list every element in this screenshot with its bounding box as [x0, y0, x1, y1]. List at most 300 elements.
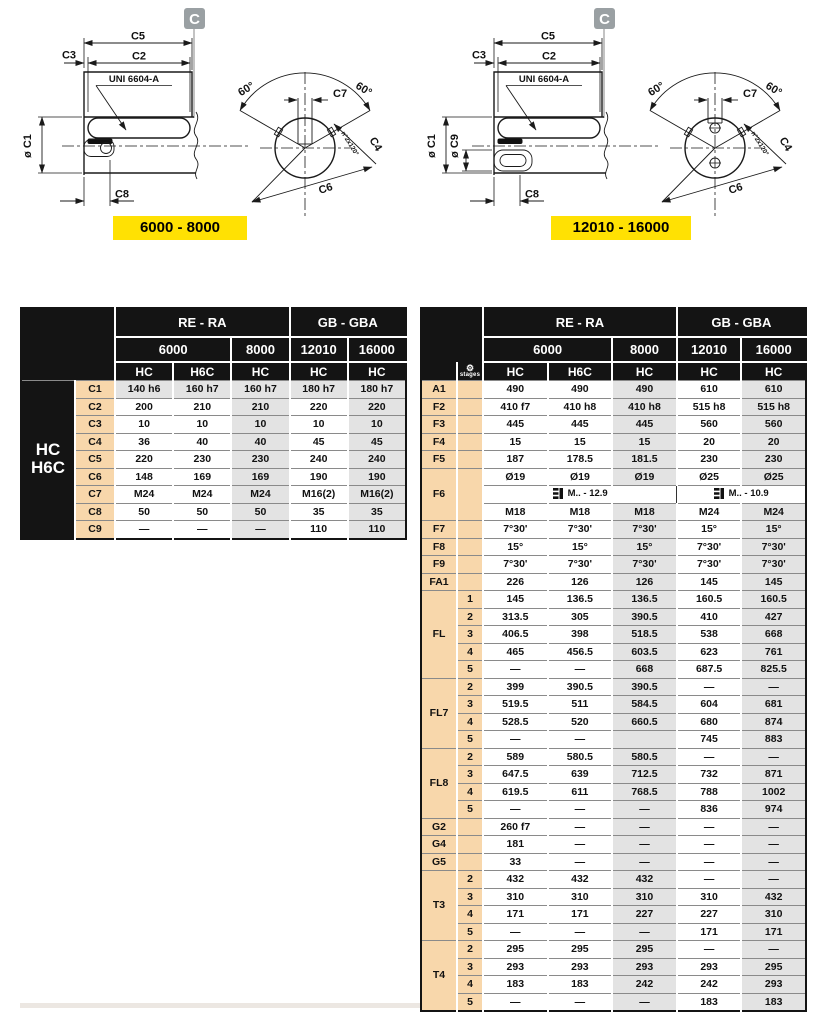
value-cell: —	[612, 836, 677, 854]
value-cell: 183	[548, 976, 613, 994]
stage-cell: 2	[457, 678, 483, 696]
value-cell: 874	[741, 713, 806, 731]
value-cell: 580.5	[548, 748, 613, 766]
value-cell: —	[231, 521, 289, 539]
table-row	[421, 398, 806, 416]
value-cell: 399	[483, 678, 548, 696]
value-cell: 36	[115, 433, 173, 451]
end-view	[236, 72, 384, 218]
value-cell: 560	[677, 416, 742, 434]
dim-c9: ø C9	[449, 134, 461, 158]
value-cell: —	[741, 818, 806, 836]
row-label: T4	[421, 941, 457, 1012]
value-cell: 610	[741, 381, 806, 399]
value-cell: 260 f7	[483, 818, 548, 836]
dim-c1: ø C1	[22, 134, 34, 158]
type-header: HC	[348, 362, 406, 381]
group-header-gb-gba: GB - GBA	[290, 308, 406, 337]
value-cell: M16(2)	[348, 486, 406, 504]
table-row	[421, 748, 806, 766]
dim-c7: C7	[333, 88, 348, 100]
size-header: 16000	[741, 337, 806, 362]
value-cell: 220	[115, 451, 173, 469]
value-cell: M18	[548, 503, 613, 521]
value-cell: 732	[677, 766, 742, 784]
table-header	[421, 308, 806, 381]
dim-c6: C6	[727, 181, 745, 197]
value-cell: —	[677, 853, 742, 871]
stage-cell	[457, 818, 483, 836]
dim-c3: C3	[61, 49, 77, 62]
value-cell: 745	[677, 731, 742, 749]
value-cell: —	[741, 836, 806, 854]
section-badge-letter: C	[599, 11, 610, 28]
stage-cell: 4	[457, 783, 483, 801]
value-cell: 668	[741, 626, 806, 644]
value-cell: 647.5	[483, 766, 548, 784]
angle-60-right: 60°	[353, 79, 374, 99]
value-cell: 883	[741, 731, 806, 749]
value-cell: 187	[483, 451, 548, 469]
table-row	[421, 591, 806, 609]
table-row	[421, 818, 806, 836]
row-label: F2	[421, 398, 457, 416]
value-cell: 45	[290, 433, 348, 451]
uni-standard-label: UNI 6604-A	[518, 74, 570, 85]
dim-c8: C8	[524, 188, 540, 201]
value-cell: —	[548, 661, 613, 679]
size-header: 6000	[483, 337, 612, 362]
table-row	[21, 433, 406, 451]
row-label: C7	[75, 486, 115, 504]
type-header: H6C	[173, 362, 231, 381]
key-section	[498, 139, 523, 145]
break-line	[604, 112, 608, 179]
value-cell: 240	[348, 451, 406, 469]
value-cell: 35	[290, 503, 348, 521]
uni-standard-label: UNI 6604-A	[108, 74, 160, 85]
row-label: C5	[75, 451, 115, 469]
value-cell: —	[548, 731, 613, 749]
bolt-class-text: M.. - 12.9	[567, 488, 608, 499]
value-cell: 230	[231, 451, 289, 469]
value-cell: 871	[741, 766, 806, 784]
keyway-slot	[88, 118, 190, 138]
type-header: H6C	[548, 362, 613, 381]
table-row	[421, 661, 806, 679]
size-header: 8000	[231, 337, 289, 362]
section-badge-letter: C	[189, 11, 200, 28]
value-cell: —	[612, 923, 677, 941]
value-cell: 511	[548, 696, 613, 714]
table-row	[421, 836, 806, 854]
value-cell: —	[548, 818, 613, 836]
value-cell: 169	[173, 468, 231, 486]
value-cell: —	[677, 941, 742, 959]
value-cell: 432	[483, 871, 548, 889]
value-cell: 310	[612, 888, 677, 906]
table-row	[21, 521, 406, 539]
value-cell: 580.5	[612, 748, 677, 766]
table-row	[421, 906, 806, 924]
stage-cell: 1	[457, 591, 483, 609]
page-bottom-edge	[20, 1003, 420, 1008]
table-row	[421, 696, 806, 714]
value-cell: 40	[173, 433, 231, 451]
row-label: T3	[421, 871, 457, 941]
dim-c4: C4	[776, 135, 795, 154]
value-cell: 538	[677, 626, 742, 644]
value-cell: 768.5	[612, 783, 677, 801]
table-row	[421, 416, 806, 434]
dim-c6: C6	[317, 181, 335, 197]
value-cell: 410 f7	[483, 398, 548, 416]
stage-cell	[457, 556, 483, 574]
value-cell: —	[548, 801, 613, 819]
table-row	[421, 643, 806, 661]
value-cell: 15	[548, 433, 613, 451]
value-cell: 310	[483, 888, 548, 906]
value-cell: 15°	[483, 538, 548, 556]
value-cell: 7°30'	[741, 538, 806, 556]
value-cell: 171	[677, 923, 742, 941]
row-label: G4	[421, 836, 457, 854]
row-label: F4	[421, 433, 457, 451]
dimensions-table-main	[420, 307, 807, 1012]
value-cell: 410 h8	[548, 398, 613, 416]
value-cell: 15°	[548, 538, 613, 556]
value-cell: 33	[483, 853, 548, 871]
value-cell: 240	[290, 451, 348, 469]
value-cell: 623	[677, 643, 742, 661]
value-cell: 171	[741, 923, 806, 941]
dim-c5: C5	[540, 30, 556, 43]
value-cell: 183	[483, 976, 548, 994]
row-label: C4	[75, 433, 115, 451]
value-cell: 445	[612, 416, 677, 434]
value-cell: 410 h8	[612, 398, 677, 416]
row-label: C1	[75, 381, 115, 399]
caption-12010-16000: 12010 - 16000	[551, 216, 691, 240]
value-cell: 136.5	[548, 591, 613, 609]
value-cell: —	[677, 871, 742, 889]
stage-cell	[457, 521, 483, 539]
value-cell: —	[677, 836, 742, 854]
value-cell: 160.5	[677, 591, 742, 609]
value-cell: 181.5	[612, 451, 677, 469]
value-cell: 445	[548, 416, 613, 434]
stage-cell: 5	[457, 731, 483, 749]
stage-cell	[457, 433, 483, 451]
group-header-re-ra: RE - RA	[115, 308, 290, 337]
value-cell: —	[741, 853, 806, 871]
table-row	[421, 958, 806, 976]
value-cell: 293	[548, 958, 613, 976]
row-label: FL8	[421, 748, 457, 818]
value-cell: 110	[348, 521, 406, 539]
value-cell: 50	[231, 503, 289, 521]
value-cell: 456.5	[548, 643, 613, 661]
value-cell: 515 h8	[741, 398, 806, 416]
value-cell: 160 h7	[173, 381, 231, 399]
value-cell: 490	[548, 381, 613, 399]
value-cell: 10	[290, 416, 348, 434]
value-cell: 171	[548, 906, 613, 924]
value-cell: 145	[741, 573, 806, 591]
stage-cell: 2	[457, 748, 483, 766]
table-row	[421, 608, 806, 626]
value-cell: 515 h8	[677, 398, 742, 416]
dim-c1: ø C1	[426, 134, 438, 158]
stage-cell: 2	[457, 941, 483, 959]
table-row	[421, 923, 806, 941]
row-label: F6	[421, 468, 457, 521]
stage-cell	[457, 381, 483, 399]
value-cell: —	[548, 836, 613, 854]
value-cell: 200	[115, 398, 173, 416]
value-cell: 7°30'	[483, 556, 548, 574]
value-cell: 227	[612, 906, 677, 924]
row-label: F8	[421, 538, 457, 556]
value-cell: 40	[231, 433, 289, 451]
value-cell: 520	[548, 713, 613, 731]
end-view	[646, 72, 794, 218]
type-header: HC	[741, 362, 806, 381]
value-cell: —	[173, 521, 231, 539]
value-cell: 528.5	[483, 713, 548, 731]
row-label: C6	[75, 468, 115, 486]
value-cell: 180 h7	[290, 381, 348, 399]
stage-cell	[457, 836, 483, 854]
stage-cell	[457, 538, 483, 556]
value-cell: —	[548, 923, 613, 941]
row-label: F5	[421, 451, 457, 469]
value-cell: 406.5	[483, 626, 548, 644]
value-cell: 15°	[741, 521, 806, 539]
value-cell: 604	[677, 696, 742, 714]
value-cell: 825.5	[741, 661, 806, 679]
row-label: C9	[75, 521, 115, 539]
row-label: A1	[421, 381, 457, 399]
table-row	[21, 503, 406, 521]
value-cell: 668	[612, 661, 677, 679]
stage-cell	[457, 853, 483, 871]
table-row	[421, 468, 806, 486]
value-cell: 136.5	[612, 591, 677, 609]
model-block-label: HC H6C	[21, 381, 75, 539]
value-cell: 560	[741, 416, 806, 434]
value-cell: —	[483, 801, 548, 819]
value-cell: 7°30'	[483, 521, 548, 539]
value-cell: 110	[290, 521, 348, 539]
value-cell: 15	[612, 433, 677, 451]
value-cell: 126	[612, 573, 677, 591]
type-header: HC	[677, 362, 742, 381]
value-cell: 660.5	[612, 713, 677, 731]
dim-c2: C2	[131, 50, 147, 63]
stage-cell	[457, 468, 483, 521]
gear-icon: ⚙	[465, 362, 475, 373]
stage-cell	[457, 416, 483, 434]
value-cell: 183	[741, 993, 806, 1011]
row-label: FA1	[421, 573, 457, 591]
table-row	[421, 433, 806, 451]
angle-60-left: 60°	[236, 79, 257, 99]
value-cell: 7°30'	[548, 556, 613, 574]
value-cell: —	[483, 661, 548, 679]
stage-cell: 3	[457, 696, 483, 714]
value-cell: 145	[677, 573, 742, 591]
value-cell: —	[677, 818, 742, 836]
value-cell: 589	[483, 748, 548, 766]
table-row	[421, 556, 806, 574]
value-cell: M24	[173, 486, 231, 504]
bolt-class-cell	[483, 486, 677, 504]
stage-cell: 5	[457, 993, 483, 1011]
stage-cell	[457, 451, 483, 469]
value-cell: 181	[483, 836, 548, 854]
value-cell: 242	[677, 976, 742, 994]
value-cell: 178.5	[548, 451, 613, 469]
size-header: 16000	[348, 337, 406, 362]
stage-cell: 4	[457, 976, 483, 994]
stage-cell: 2	[457, 871, 483, 889]
value-cell: 584.5	[612, 696, 677, 714]
table-row	[421, 783, 806, 801]
value-cell: 390.5	[612, 608, 677, 626]
stage-cell: 2	[457, 608, 483, 626]
dim-c7: C7	[743, 88, 758, 100]
row-label: FL7	[421, 678, 457, 748]
value-cell: 230	[677, 451, 742, 469]
value-cell: —	[741, 678, 806, 696]
stage-cell: 4	[457, 906, 483, 924]
value-cell: —	[483, 993, 548, 1011]
table-row	[21, 416, 406, 434]
table-row	[421, 976, 806, 994]
stage-cell: 5	[457, 801, 483, 819]
angle-60-left: 60°	[646, 79, 667, 99]
value-cell: 310	[548, 888, 613, 906]
value-cell: 190	[290, 468, 348, 486]
table-row	[421, 713, 806, 731]
table-row	[421, 626, 806, 644]
value-cell: 712.5	[612, 766, 677, 784]
value-cell: 230	[173, 451, 231, 469]
value-cell: 398	[548, 626, 613, 644]
value-cell: 15°	[677, 521, 742, 539]
value-cell: 611	[548, 783, 613, 801]
bolt-icon	[553, 488, 563, 499]
value-cell: 171	[483, 906, 548, 924]
value-cell: 310	[741, 906, 806, 924]
value-cell: 160 h7	[231, 381, 289, 399]
value-cell: 220	[348, 398, 406, 416]
stage-cell: 3	[457, 958, 483, 976]
value-cell: 7°30'	[612, 521, 677, 539]
value-cell: 410	[677, 608, 742, 626]
value-cell: 974	[741, 801, 806, 819]
value-cell: 210	[173, 398, 231, 416]
bolt-class-text: M.. - 10.9	[728, 488, 769, 499]
table-row	[21, 451, 406, 469]
value-cell: 295	[483, 941, 548, 959]
value-cell: 10	[348, 416, 406, 434]
value-cell: 242	[612, 976, 677, 994]
type-header: HC	[115, 362, 173, 381]
value-cell: 190	[348, 468, 406, 486]
dim-c3: C3	[471, 49, 487, 62]
value-cell: 45	[348, 433, 406, 451]
value-cell: 445	[483, 416, 548, 434]
table-row	[21, 486, 406, 504]
dim-c2: C2	[541, 50, 557, 63]
bolt-icon	[714, 488, 724, 499]
type-header: HC	[290, 362, 348, 381]
value-cell: —	[741, 941, 806, 959]
table-row	[421, 853, 806, 871]
value-cell: —	[612, 818, 677, 836]
value-cell: 490	[483, 381, 548, 399]
value-cell: 619.5	[483, 783, 548, 801]
value-cell: Ø25	[741, 468, 806, 486]
dim-c4-note: n°2x120°	[339, 130, 360, 158]
value-cell: 227	[677, 906, 742, 924]
table-row	[421, 381, 806, 399]
table-row	[421, 941, 806, 959]
dimensions-table-c	[20, 307, 407, 540]
stage-cell	[457, 398, 483, 416]
bolt-class-cell	[677, 486, 806, 504]
value-cell: Ø25	[677, 468, 742, 486]
value-cell: 220	[290, 398, 348, 416]
stage-cell: 5	[457, 661, 483, 679]
stage-cell: 3	[457, 766, 483, 784]
value-cell: 390.5	[548, 678, 613, 696]
value-cell: 310	[677, 888, 742, 906]
value-cell: 295	[548, 941, 613, 959]
table-row	[421, 993, 806, 1011]
dim-c4: C4	[366, 135, 385, 154]
table-row	[421, 538, 806, 556]
value-cell: 160.5	[741, 591, 806, 609]
size-header: 12010	[290, 337, 348, 362]
value-cell: 148	[115, 468, 173, 486]
value-cell: —	[115, 521, 173, 539]
value-cell: —	[548, 993, 613, 1011]
value-cell: 390.5	[612, 678, 677, 696]
size-header: 6000	[115, 337, 231, 362]
value-cell: 518.5	[612, 626, 677, 644]
stages-label: stages	[459, 371, 481, 378]
value-cell	[612, 731, 677, 749]
value-cell: 35	[348, 503, 406, 521]
value-cell: 465	[483, 643, 548, 661]
caption-6000-8000: 6000 - 8000	[113, 216, 247, 240]
table-row	[421, 451, 806, 469]
row-label: C3	[75, 416, 115, 434]
type-header: HC	[231, 362, 289, 381]
value-cell: M24	[231, 486, 289, 504]
value-cell: 10	[115, 416, 173, 434]
value-cell: 295	[741, 958, 806, 976]
value-cell: —	[483, 731, 548, 749]
value-cell: —	[612, 993, 677, 1011]
table-row	[421, 731, 806, 749]
value-cell: 226	[483, 573, 548, 591]
value-cell: M16(2)	[290, 486, 348, 504]
value-cell: 183	[677, 993, 742, 1011]
